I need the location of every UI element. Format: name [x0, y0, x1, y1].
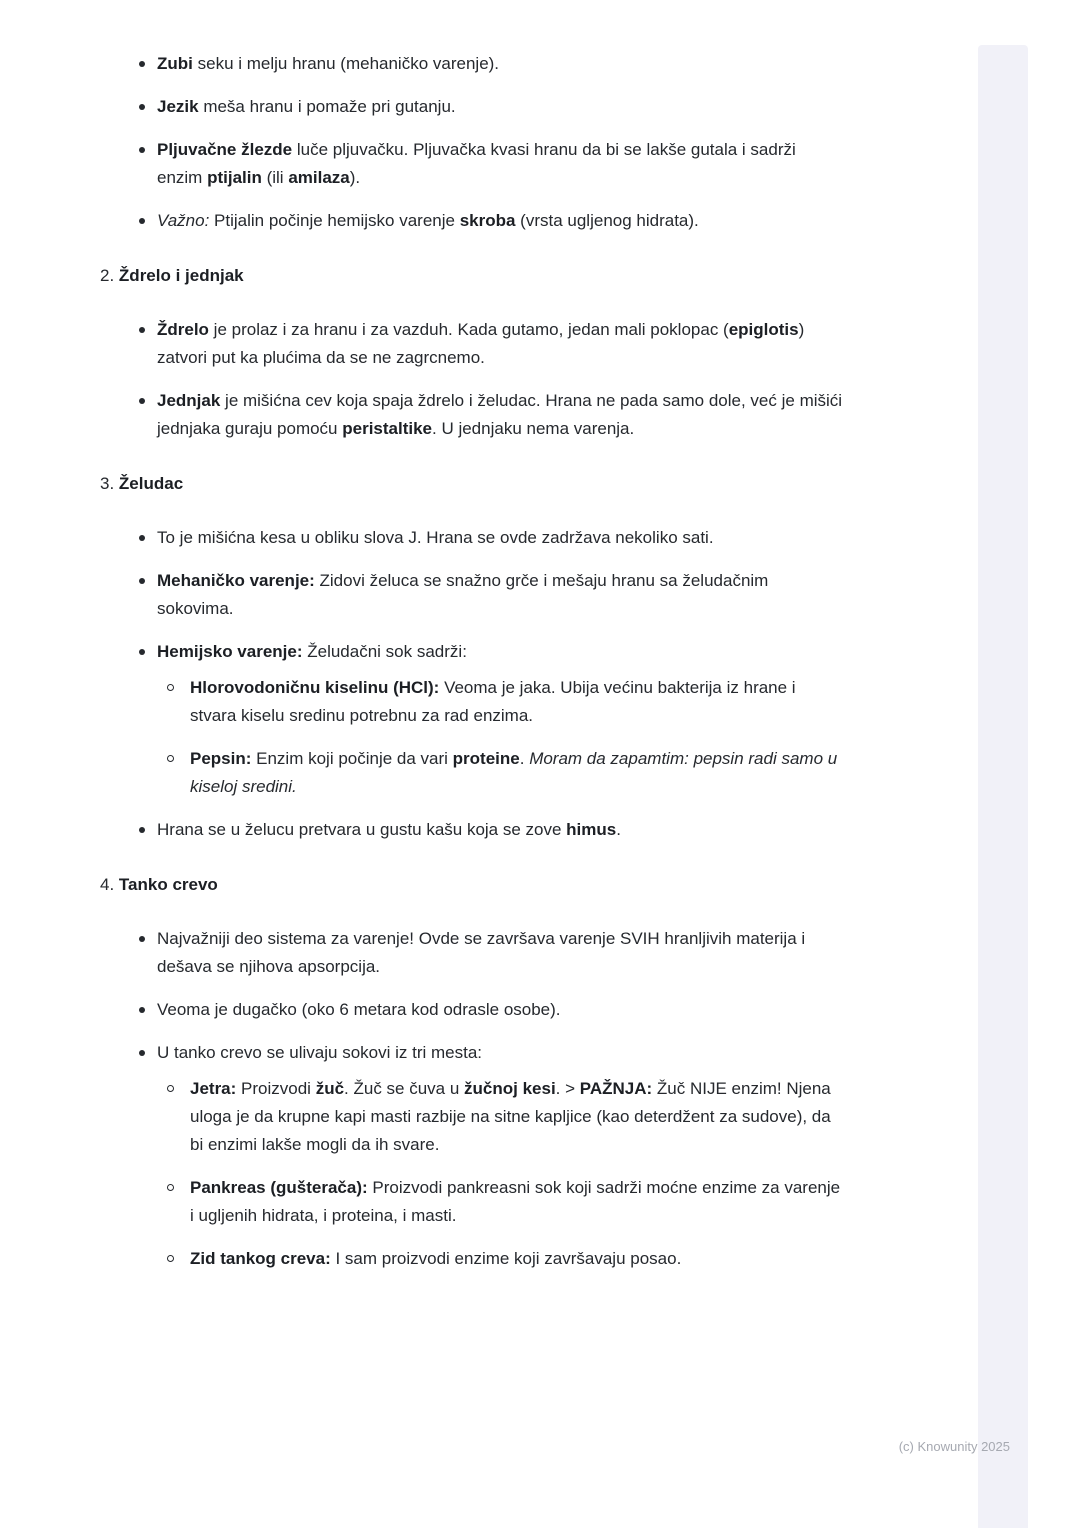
text-segment: Zubi — [157, 54, 193, 73]
text-segment: Najvažniji deo sistema za varenje! Ovde se završava varenje SVIH hranljivih materija i dešava se njihova apsorpcija. — [157, 929, 806, 976]
text-segment: peristaltike — [342, 419, 432, 438]
text-segment: Veoma je dugačko (oko 6 metara kod odrasle osobe). — [157, 1000, 561, 1019]
section-title: Tanko crevo — [118, 875, 218, 894]
text-segment: Jezik — [157, 97, 199, 116]
text-segment: Proizvodi — [236, 1079, 316, 1098]
text-segment: žuč — [315, 1079, 345, 1098]
text-segment: To je mišićna kesa u obliku slova J. Hrana se ovde zadržava nekoliko sati. — [157, 528, 714, 547]
list-item — [100, 925, 845, 981]
text-segment: seku i melju hranu (mehaničko varenje). — [192, 54, 500, 73]
text-segment: . — [616, 820, 621, 839]
text-segment: Mehaničko varenje: — [157, 571, 315, 590]
bullet-list — [100, 524, 845, 844]
sub-list-item — [157, 674, 845, 730]
sub-bullet-list — [157, 674, 845, 801]
text-segment: U tanko crevo se ulivaju sokovi iz tri mesta: — [157, 1043, 483, 1062]
list-item — [100, 316, 845, 372]
text-segment: Ždrelo — [157, 320, 209, 339]
text-segment: Enzim koji počinje da vari — [251, 749, 453, 768]
section-number: 2. — [100, 266, 115, 285]
section-title: Ždrelo i jednjak — [118, 266, 244, 285]
text-segment: je prolaz i za hranu i za vazduh. Kada gutamo, jedan mali poklopac ( — [208, 320, 729, 339]
section-heading — [100, 470, 845, 498]
text-segment: . U jednjaku nema varenja. — [432, 419, 635, 438]
text-segment: Zid tankog creva: — [190, 1249, 331, 1268]
text-segment: Važno: — [157, 211, 210, 230]
sub-bullet-list — [157, 1075, 845, 1273]
page-edge-strip — [978, 45, 1028, 1528]
text-segment: ) zatvori put ka plućima da se ne zagrcnemo. — [157, 320, 805, 367]
text-segment: Proizvodi pankreasni sok koji sadrži moćne enzime za varenje i ugljenih hidrata, i proteina, i masti. — [190, 1178, 841, 1225]
text-segment: himus — [566, 820, 617, 839]
text-segment: . — [519, 749, 530, 768]
text-segment: Hlorovodoničnu kiselinu (HCl): — [190, 678, 440, 697]
text-segment: meša hranu i pomaže pri gutanju. — [198, 97, 456, 116]
list-item — [100, 50, 845, 78]
text-segment: (ili — [261, 168, 289, 187]
text-segment: Jetra: — [190, 1079, 237, 1098]
text-segment: Želudačni sok sadrži: — [302, 642, 467, 661]
list-item — [100, 638, 845, 801]
text-segment: Pljuvačne žlezde — [157, 140, 293, 159]
copyright-watermark: (c) Knowunity 2025 — [898, 1439, 1010, 1454]
sub-list-item — [157, 1075, 845, 1159]
text-segment: proteine — [452, 749, 520, 768]
text-segment: Veoma je jaka. Ubija većinu bakterija iz hrane i stvara kiselu sredinu potrebnu za rad enzima. — [190, 678, 796, 725]
list-item — [100, 524, 845, 552]
text-segment: ptijalin — [207, 168, 262, 187]
list-item — [100, 816, 845, 844]
text-segment: Hemijsko varenje: — [157, 642, 303, 661]
bullet-list — [100, 50, 845, 235]
list-item — [100, 567, 845, 623]
text-segment: Pepsin: — [190, 749, 252, 768]
text-segment: je mišićna cev koja spaja ždrelo i želudac. Hrana ne pada samo dole, već je mišići jednjaka guraju pomoću — [157, 391, 843, 438]
text-segment: luče pljuvačku. Pljuvačka kvasi hranu da bi se lakše gutala i sadrži enzim — [157, 140, 796, 187]
list-item — [100, 387, 845, 443]
text-segment: (vrsta ugljenog hidrata). — [515, 211, 699, 230]
text-segment: Zidovi želuca se snažno grče i mešaju hranu sa želudačnim sokovima. — [157, 571, 769, 618]
list-item — [100, 1039, 845, 1273]
text-segment: amilaza — [288, 168, 350, 187]
sub-list-item — [157, 745, 845, 801]
document-content — [100, 50, 845, 1288]
text-segment: Moram da zapamtim: pepsin radi samo u kiseloj sredini. — [190, 749, 838, 796]
bullet-list — [100, 925, 845, 1273]
text-segment: Ptijalin počinje hemijsko varenje — [209, 211, 460, 230]
list-item — [100, 93, 845, 121]
section-heading — [100, 262, 845, 290]
text-segment: Žuč NIJE enzim! Njena uloga je da krupne kapi masti razbije na sitne kapljice (kao deterdžent za sudove), da bi enzimi lakše mogli da ih svare. — [190, 1079, 831, 1154]
text-segment: . > — [555, 1079, 580, 1098]
text-segment: Jednjak — [157, 391, 221, 410]
section-title: Želudac — [118, 474, 184, 493]
text-segment: I sam proizvodi enzime koji završavaju posao. — [330, 1249, 682, 1268]
section-number: 4. — [100, 875, 115, 894]
text-segment: Hrana se u želucu pretvara u gustu kašu koja se zove — [157, 820, 567, 839]
section-number: 3. — [100, 474, 115, 493]
text-segment: epiglotis — [728, 320, 799, 339]
list-item — [100, 136, 845, 192]
bullet-list — [100, 316, 845, 443]
text-segment: . Žuč se čuva u — [344, 1079, 465, 1098]
text-segment: ). — [349, 168, 361, 187]
text-segment: Pankreas (gušterača): — [190, 1178, 368, 1197]
list-item — [100, 207, 845, 235]
list-item — [100, 996, 845, 1024]
text-segment: PAŽNJA: — [579, 1079, 653, 1098]
text-segment: skroba — [459, 211, 516, 230]
sub-list-item — [157, 1174, 845, 1230]
text-segment: žučnoj kesi — [464, 1079, 556, 1098]
sub-list-item — [157, 1245, 845, 1273]
section-heading — [100, 871, 845, 899]
